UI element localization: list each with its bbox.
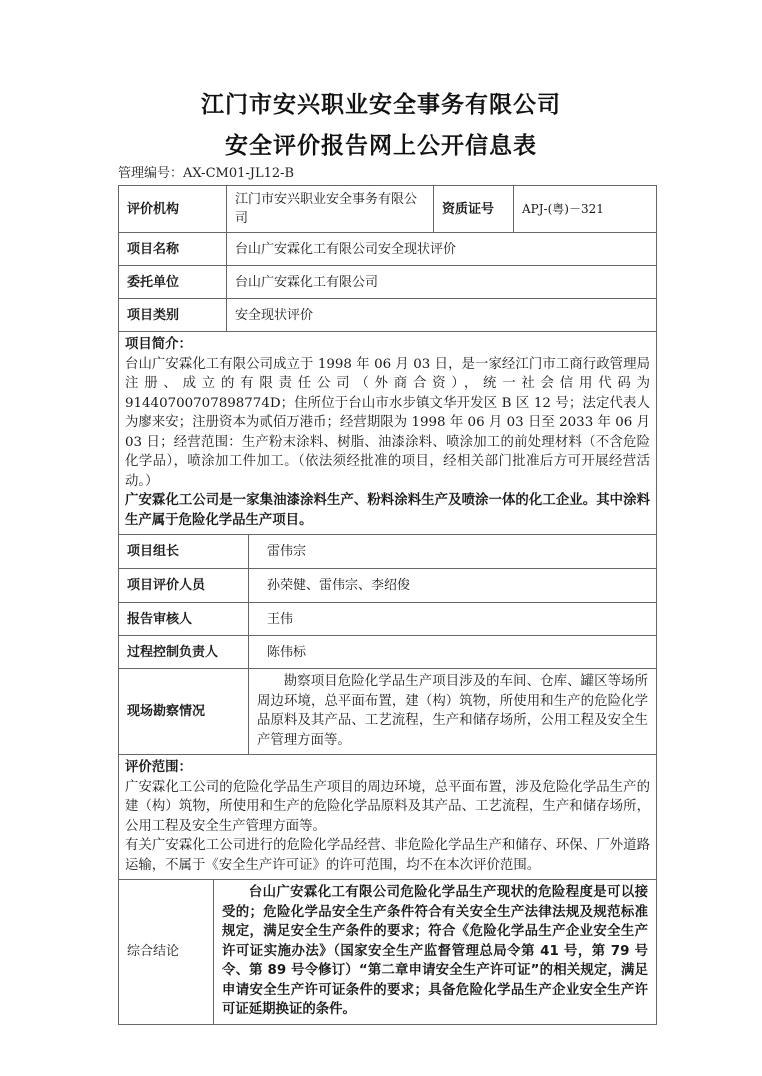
- company-title: 江门市安兴职业安全事务有限公司: [201, 92, 561, 118]
- eval-org-label: 评价机构: [119, 186, 227, 232]
- evaluators-value: 孙荣健、雷伟宗、李绍俊: [267, 578, 411, 593]
- info-table: [118, 185, 657, 1025]
- leader-value: 雷伟宗: [267, 544, 307, 559]
- conclusion-value: 台山广安霖化工有限公司危险化学品生产现状的危险程度是可以接受的；危险化学品安全生产条件符合有关安全生产法律法规及规范标准规定，满足安全生产条件的要求；符合《危险化学品生产企业安全生产许可证实施办法》（国家安全生产监督管理总局令第 41 号，第 79 号令、第 89 号令修订）“第二章申请安全生产许可证”的相关规定，满足申请安全生产许可证条件的要求；具备危险化学品生产企业安全生产许可证延期换证的条件。: [222, 885, 648, 1017]
- evaluation-scope-paragraph-2: 有关广安霖化工公司进行的危险化学品经营、非危险化学品生产和储存、环保、厂外道路运输，不属于《安全生产许可证》的许可范围，均不在本次评价范围。: [125, 838, 650, 873]
- table-row-conclusion: [119, 880, 656, 1024]
- table-row-project-type: [119, 299, 656, 332]
- eval-org-value: 江门市安兴职业安全事务有限公司: [227, 186, 434, 232]
- evaluation-scope-section: [119, 755, 656, 880]
- cert-label: 资质证号: [434, 186, 514, 232]
- project-intro-bold-paragraph: 广安霖化工公司是一家集油漆涂料生产、粉料涂料生产及喷涂一体的化工企业。其中涂料生产属于危险化学品生产项目。: [125, 493, 650, 528]
- process-control-label: 过程控制负责人: [119, 636, 249, 668]
- management-number: 管理编号：AX-CM01-JL12-B: [118, 166, 295, 181]
- table-row-eval-org: [119, 186, 656, 233]
- reviewer-value: 王伟: [267, 611, 294, 627]
- project-name-value: 台山广安霖化工有限公司安全现状评价: [235, 241, 457, 257]
- table-row-leader: [119, 535, 656, 569]
- site-survey-value: 勘察项目危险化学品生产项目涉及的车间、仓库、罐区等场所周边环境，总平面布置，建（构）筑物，所使用和生产的危险化学品原料及其产品、工艺流程，生产和储存场所，公用工程及安全生产管理方面等。: [257, 674, 648, 748]
- table-row-client: [119, 266, 656, 299]
- document-title: 安全评价报告网上公开信息表: [225, 133, 537, 159]
- table-row-site-survey: [119, 669, 656, 755]
- project-name-label: 项目名称: [119, 233, 227, 265]
- project-intro-paragraph: 台山广安霖化工有限公司成立于 1998 年 06 月 03 日，是一家经江门市工商行政管理局注册、成立的有限责任公司（外商合资），统一社会信用代码为 91440700707898774D；住所位于台山市水步镇文华开发区 B 区 12 号；法定代表人为廖来安；注册资本为贰佰万港币；经营期限为 1998 年 06 月 03 日至 2033 年 06 月 03 日；经营范围：生产粉末涂料、树脂、油漆涂料、喷涂加工的前处理材料（不含危险化学品），喷涂加工件加工。（依法须经批准的项目，经相关部门批准后方可开展经营活动。）: [125, 356, 650, 489]
- table-row-process-control: [119, 636, 656, 669]
- client-label: 委托单位: [119, 266, 227, 298]
- leader-label: 项目组长: [119, 535, 249, 568]
- table-row-reviewer: [119, 603, 656, 636]
- evaluators-label: 项目评价人员: [119, 569, 249, 602]
- table-row-evaluators: [119, 569, 656, 603]
- evaluation-scope-heading: 评价范围：: [125, 760, 192, 775]
- cert-value: APJ-(粤)－321: [522, 201, 604, 216]
- project-type-label: 项目类别: [119, 299, 227, 331]
- table-row-project-name: [119, 233, 656, 266]
- evaluation-scope-paragraph-1: 广安霖化工公司的危险化学品生产项目的周边环境，总平面布置，涉及危险化学品生产的建（构）筑物，所使用和生产的危险化学品原料及其产品、工艺流程，生产和储存场所，公用工程及安全生产管理方面等。: [125, 779, 650, 834]
- reviewer-label: 报告审核人: [119, 603, 249, 635]
- conclusion-label: 综合结论: [119, 880, 214, 1024]
- site-survey-label: 现场勘察情况: [119, 669, 249, 754]
- project-intro-section: [119, 332, 656, 535]
- project-type-value: 安全现状评价: [235, 307, 314, 323]
- project-intro-heading: 项目简介：: [125, 337, 192, 352]
- client-value: 台山广安霖化工有限公司: [235, 274, 379, 290]
- process-control-value: 陈伟标: [267, 644, 307, 660]
